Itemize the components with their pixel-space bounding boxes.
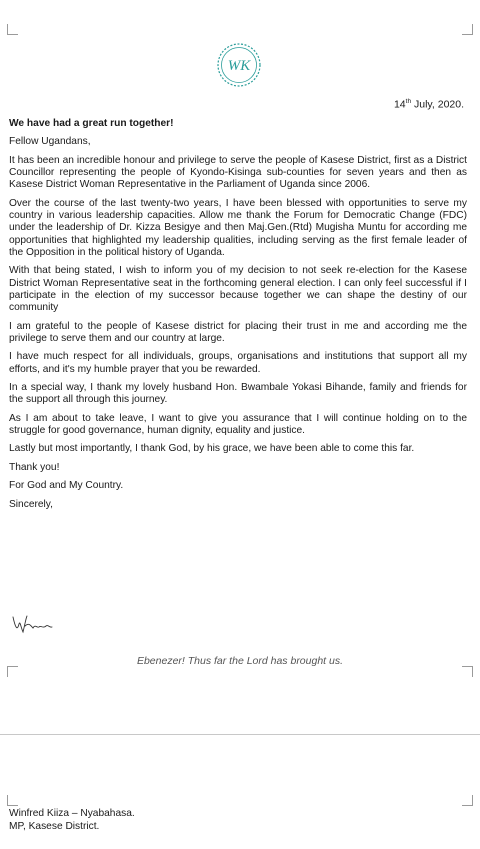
letter-date: [394, 98, 464, 111]
letter-heading: We have had a great run together!: [9, 118, 174, 129]
crop-mark-bottom-right: [462, 795, 473, 806]
paragraph: Over the course of the last twenty-two years, I have been blessed with opportunities to serve my country in various leadership capacities. Allow me thank the Forum for Democratic Change (FDC) under the leadership of Dr. Kizza Besigye and then Maj.Gen.(Rtd) Mugisha Muntu for according me opportunities that highlighted my leadership qualities, including serving as the first female leader of the Opposition in the political history of Uganda.: [9, 197, 467, 258]
paragraph: I am grateful to the people of Kasese district for placing their trust in me and according me the privilege to serve them and our country at large.: [9, 320, 467, 344]
closing-quote: Ebenezer! Thus far the Lord has brought us.: [136, 655, 344, 667]
crop-mark-mid-right: [462, 666, 473, 677]
date-suffix: th: [405, 98, 412, 105]
signatory-name: Winfred Kiiza – Nyabahasa.: [9, 808, 135, 819]
crop-mark-top-right: [462, 24, 473, 35]
paragraph: I have much respect for all individuals, groups, organisations and institutions that support all my efforts, and it's my humble prayer that you be rewarded.: [9, 351, 467, 375]
paragraph: It has been an incredible honour and privilege to serve the people of Kasese District, first as a District Councillor representing the people of Kyondo-Kisinga sub-counties for seven years and then as Kasese District Woman Representative in the Parliament of Uganda since 2006.: [9, 154, 467, 191]
handwritten-signature: [11, 612, 55, 636]
letter-body: [9, 118, 467, 517]
signatory-block: [9, 808, 135, 833]
paragraph: Lastly but most importantly, I thank God, by his grace, we have been able to come this far.: [9, 443, 415, 455]
date-rest: July, 2020.: [411, 98, 464, 111]
page-divider: [0, 734, 480, 735]
crop-mark-top-left: [7, 24, 18, 35]
closing-line: Sincerely,: [9, 498, 53, 510]
motto-line: For God and My Country.: [9, 480, 124, 492]
signatory-title: MP, Kasese District.: [9, 820, 100, 832]
date-day: 14: [393, 98, 406, 111]
crop-mark-mid-left: [7, 666, 18, 677]
salutation: Fellow Ugandans,: [9, 136, 91, 148]
paragraph: As I am about to take leave, I want to give you assurance that I will continue holding on to the struggle for good governance, human dignity, equality and justice.: [9, 412, 467, 436]
wk-logo: [214, 40, 264, 90]
logo-text: WK: [227, 58, 251, 74]
paragraph: With that being stated, I wish to inform you of my decision to not seek re-election for the Kasese District Woman Representative seat in the forthcoming general election. I can only feel successful if I participate in the election of my successor because together we can shape the destiny of our community: [9, 265, 467, 314]
paragraph: In a special way, I thank my lovely husband Hon. Bwambale Yokasi Bihande, family and friends for the support all through this journey.: [9, 382, 467, 406]
crop-mark-bottom-left: [7, 795, 18, 806]
thank-you-line: Thank you!: [9, 461, 60, 473]
